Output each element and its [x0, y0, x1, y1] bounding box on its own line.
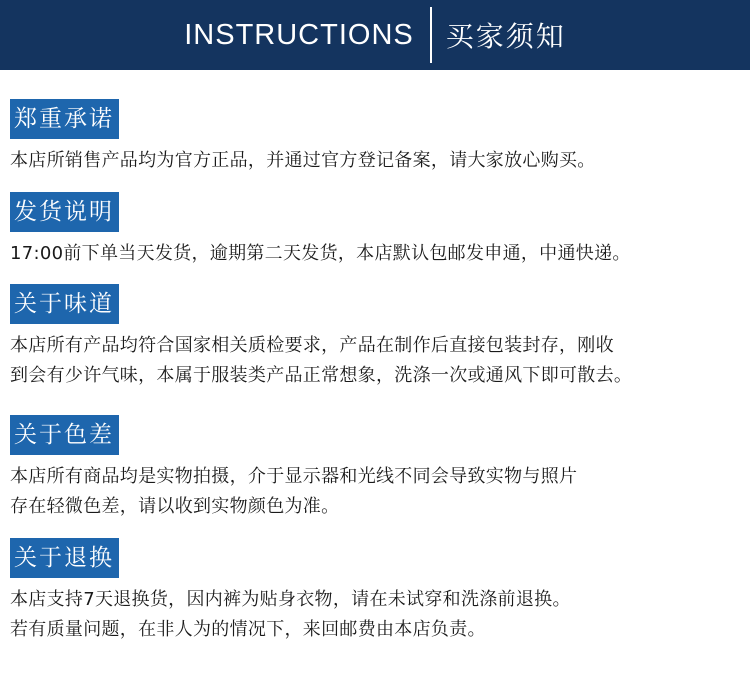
text-line: 到会有少许气味，本属于服装类产品正常想象，洗涤一次或通风下即可散去。 [10, 365, 633, 386]
section-heading: 发货说明 [10, 192, 119, 232]
section-text [10, 462, 577, 522]
section-heading: 关于色差 [10, 415, 119, 455]
text-line: 若有质量问题，在非人为的情况下，来回邮费由本店负责。 [10, 619, 486, 640]
section-text [10, 585, 571, 645]
section-heading: 关于退换 [10, 538, 119, 578]
title-chinese: 买家须知 [445, 20, 566, 53]
section-text [10, 146, 596, 176]
header-banner [0, 0, 750, 70]
text-line: 存在轻微色差，请以收到实物颜色为准。 [10, 496, 340, 517]
text-line: 17:00前下单当天发货，逾期第二天发货，本店默认包邮发申通，中通快递。 [10, 243, 631, 264]
text-line: 本店所有商品均是实物拍摄，介于显示器和光线不同会导致实物与照片 [10, 466, 578, 487]
section-returns [10, 538, 571, 645]
title-english: INSTRUCTIONS [184, 18, 414, 51]
section-color-difference [10, 415, 577, 522]
section-text [10, 331, 632, 391]
text-line: 本店支持7天退换货，因内裤为贴身衣物，请在未试穿和洗涤前退换。 [10, 589, 571, 610]
section-odor [10, 284, 632, 391]
text-line: 本店所销售产品均为官方正品，并通过官方登记备案，请大家放心购买。 [10, 150, 596, 171]
section-heading: 郑重承诺 [10, 99, 119, 139]
section-heading: 关于味道 [10, 284, 119, 324]
section-text [10, 239, 631, 269]
section-shipping [10, 192, 631, 269]
text-line: 本店所有产品均符合国家相关质检要求，产品在制作后直接包装封存，刚收 [10, 335, 614, 356]
section-promise [10, 99, 596, 176]
